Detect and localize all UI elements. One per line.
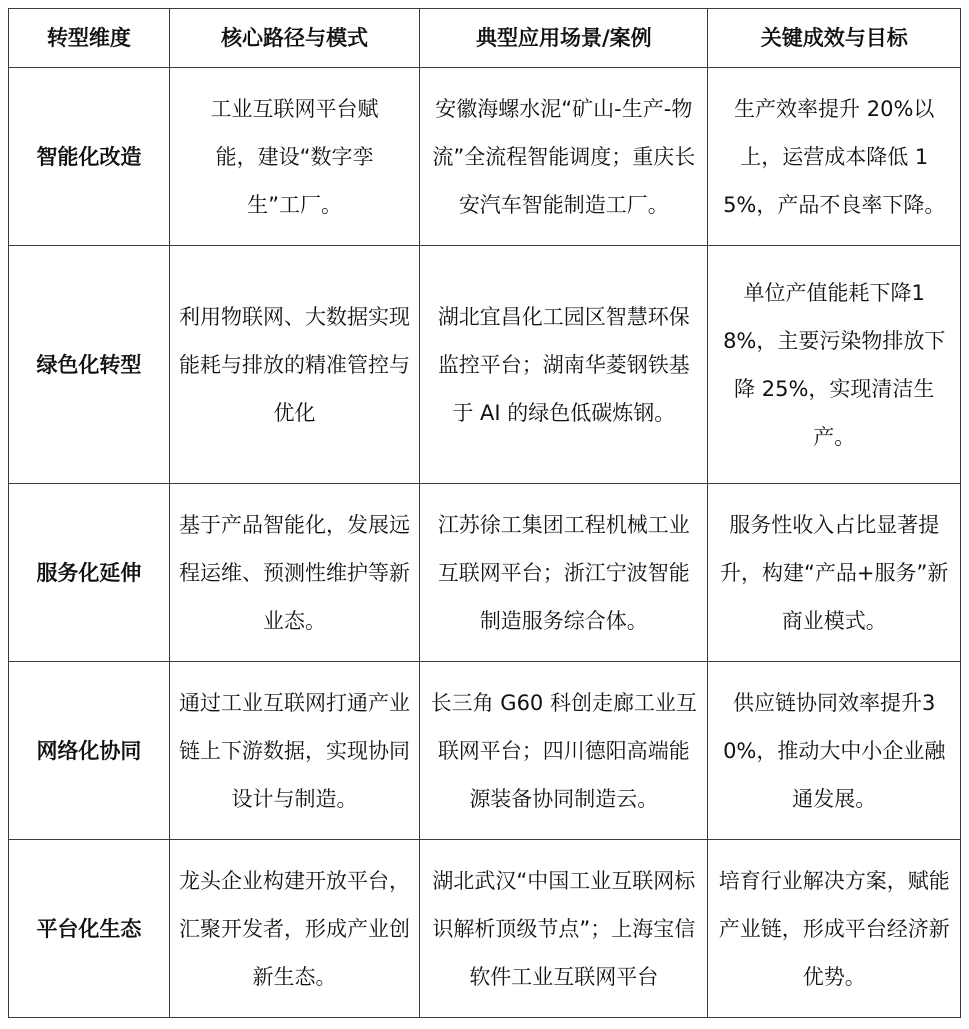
row-path: 工业互联网平台赋能，建设“数字孪生”工厂。 <box>169 68 419 246</box>
header-dimension: 转型维度 <box>9 9 170 68</box>
row-path: 基于产品智能化，发展远程运维、预测性维护等新业态。 <box>169 484 419 662</box>
header-cases: 典型应用场景/案例 <box>420 9 708 68</box>
table-row <box>9 68 961 246</box>
row-dimension: 绿色化转型 <box>9 246 170 484</box>
row-path: 龙头企业构建开放平台，汇聚开发者，形成产业创新生态。 <box>169 840 419 1018</box>
header-path: 核心路径与模式 <box>169 9 419 68</box>
row-dimension: 服务化延伸 <box>9 484 170 662</box>
row-results: 培育行业解决方案，赋能产业链，形成平台经济新优势。 <box>708 840 961 1018</box>
row-path: 利用物联网、大数据实现能耗与排放的精准管控与优化 <box>169 246 419 484</box>
row-dimension: 平台化生态 <box>9 840 170 1018</box>
row-dimension: 网络化协同 <box>9 662 170 840</box>
row-results: 服务性收入占比显著提升，构建“产品+服务”新商业模式。 <box>708 484 961 662</box>
row-cases: 江苏徐工集团工程机械工业互联网平台；浙江宁波智能制造服务综合体。 <box>420 484 708 662</box>
row-cases: 长三角 G60 科创走廊工业互联网平台；四川德阳高端能源装备协同制造云。 <box>420 662 708 840</box>
row-results: 生产效率提升 20%以上，运营成本降低 15%，产品不良率下降。 <box>708 68 961 246</box>
row-path: 通过工业互联网打通产业链上下游数据，实现协同设计与制造。 <box>169 662 419 840</box>
row-cases: 湖北宜昌化工园区智慧环保监控平台；湖南华菱钢铁基于 AI 的绿色低碳炼钢。 <box>420 246 708 484</box>
row-cases: 湖北武汉“中国工业互联网标识解析顶级节点”；上海宝信软件工业互联网平台 <box>420 840 708 1018</box>
transformation-table <box>8 8 961 1018</box>
table-row <box>9 840 961 1018</box>
table-row <box>9 484 961 662</box>
header-row <box>9 9 961 68</box>
header-results: 关键成效与目标 <box>708 9 961 68</box>
row-dimension: 智能化改造 <box>9 68 170 246</box>
table-row <box>9 246 961 484</box>
table-row <box>9 662 961 840</box>
row-results: 单位产值能耗下降18%，主要污染物排放下降 25%，实现清洁生产。 <box>708 246 961 484</box>
row-cases: 安徽海螺水泥“矿山-生产-物流”全流程智能调度；重庆长安汽车智能制造工厂。 <box>420 68 708 246</box>
row-results: 供应链协同效率提升30%，推动大中小企业融通发展。 <box>708 662 961 840</box>
